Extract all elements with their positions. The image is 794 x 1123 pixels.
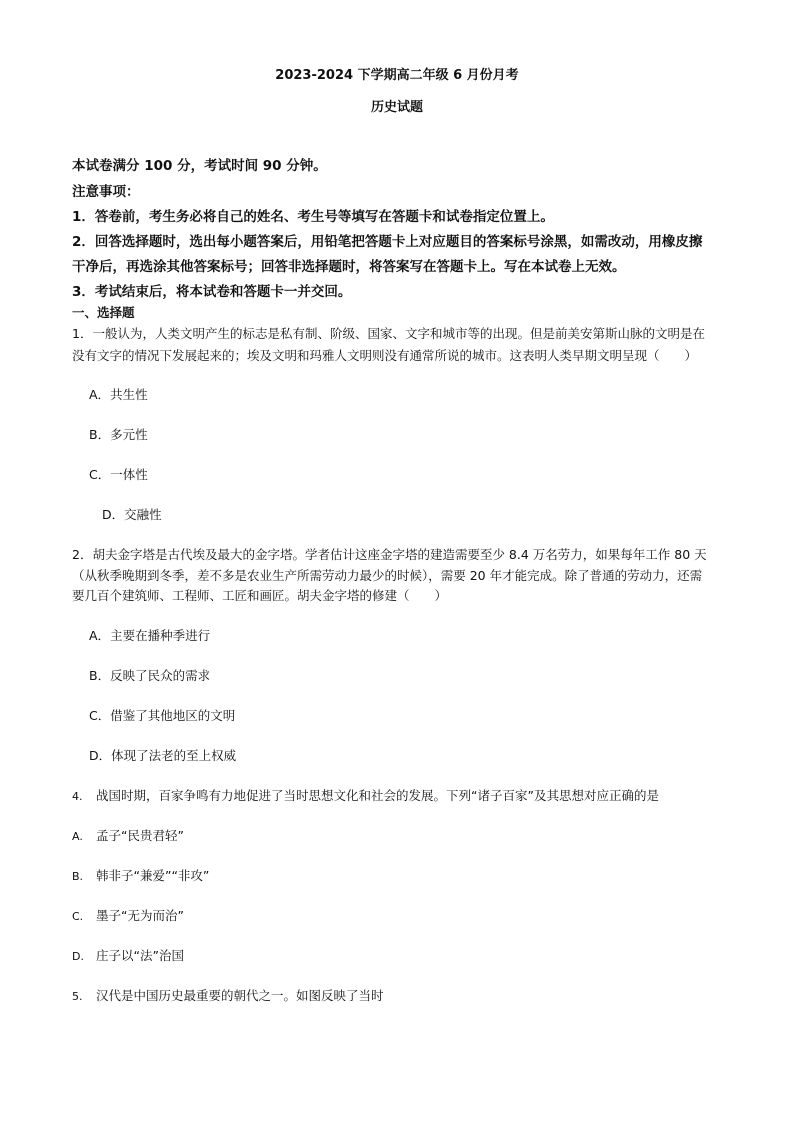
question-4-option-d (72, 946, 184, 964)
option-letter: A． (89, 387, 111, 402)
option-letter: A. (72, 830, 83, 843)
question-5-stem (72, 986, 384, 1004)
question-2-stem-line-3: 要几百个建筑师、工程师、工匠和画匠。胡夫金字塔的修建（ ） (72, 588, 448, 603)
question-2-option-d (89, 746, 236, 764)
question-2-option-c (89, 706, 235, 724)
option-text: 借鉴了其他地区的文明 (110, 708, 236, 723)
instructions-item-1: 1．答卷前，考生务必将自己的姓名、考生号等填写在答题卡和试卷指定位置上。 (72, 209, 554, 225)
section-title: 一、选择题 (72, 305, 135, 320)
question-2-stem-line-2: （从秋季晚期到冬季，差不多是农业生产所需劳动力最少的时候），需要 20 年才能完成。除了普通的劳动力，还需 (72, 568, 703, 583)
option-letter: C. (72, 910, 84, 923)
option-text: 反映了民众的需求 (110, 668, 211, 683)
instructions-item-2-line-1: 2．回答选择题时，选出每小题答案后，用铅笔把答题卡上对应题目的答案标号涂黑，如需改动，用橡皮擦 (72, 234, 703, 250)
question-2-option-b (89, 666, 210, 684)
question-4-option-c (72, 906, 184, 924)
question-1-stem-line-2: 没有文字的情况下发展起来的；埃及文明和玛雅人文明则没有通常所说的城市。这表明人类早期文明呈现（ ） (72, 348, 698, 363)
question-1-option-d (102, 505, 162, 523)
question-number: 5. (72, 990, 83, 1003)
question-2-option-a (89, 626, 210, 644)
question-4-option-a (72, 826, 184, 844)
option-text: 共生性 (110, 387, 148, 402)
instructions-item-2-line-2: 干净后，再选涂其他答案标号；回答非选择题时，将答案写在答题卡上。写在本试卷上无效。 (72, 259, 626, 275)
instructions-item-3: 3．考试结束后，将本试卷和答题卡一并交回。 (72, 284, 352, 300)
question-4-option-b (72, 866, 209, 884)
question-number: 4. (72, 790, 83, 803)
question-1-option-b (89, 425, 148, 443)
exam-title: 2023-2024 下学期高二年级 6 月份月考 (275, 68, 519, 83)
option-text: 多元性 (110, 427, 148, 442)
question-4-stem (72, 786, 659, 804)
question-1-option-c (89, 465, 148, 483)
question-1-option-a (89, 385, 148, 403)
option-text: 一体性 (110, 467, 148, 482)
option-letter: B． (89, 668, 111, 683)
instructions-heading: 注意事项： (72, 184, 140, 200)
option-text: 孟子“民贵君轻” (96, 828, 184, 843)
option-letter: D． (89, 748, 112, 763)
option-text: 墨子“无为而治” (96, 908, 184, 923)
question-text: 战国时期，百家争鸣有力地促进了当时思想文化和社会的发展。下列“诸子百家”及其思想对应正确的是 (96, 788, 659, 803)
question-1-stem-line-1: 1．一般认为，人类文明产生的标志是私有制、阶级、国家、文字和城市等的出现。但是前美安第斯山脉的文明是在 (72, 326, 705, 341)
option-letter: B. (72, 870, 84, 883)
option-letter: B． (89, 427, 111, 442)
option-letter: A． (89, 628, 111, 643)
option-text: 交融性 (124, 507, 162, 522)
exam-subtitle: 历史试题 (370, 100, 423, 115)
option-text: 主要在播种季进行 (110, 628, 211, 643)
option-text: 体现了法老的至上权威 (111, 748, 237, 763)
question-text: 汉代是中国历史最重要的朝代之一。如图反映了当时 (96, 988, 384, 1003)
option-text: 韩非子“兼爱”“非攻” (96, 868, 210, 883)
option-letter: C． (89, 708, 111, 723)
option-letter: D. (72, 950, 84, 963)
instructions-intro: 本试卷满分 100 分，考试时间 90 分钟。 (72, 158, 327, 174)
question-2-stem-line-1: 2．胡夫金字塔是古代埃及最大的金字塔。学者估计这座金字塔的建造需要至少 8.4 万名劳力，如果每年工作 80 天 (72, 547, 707, 562)
option-letter: C． (89, 467, 111, 482)
option-text: 庄子以“法”治国 (96, 948, 184, 963)
option-letter: D． (102, 507, 125, 522)
